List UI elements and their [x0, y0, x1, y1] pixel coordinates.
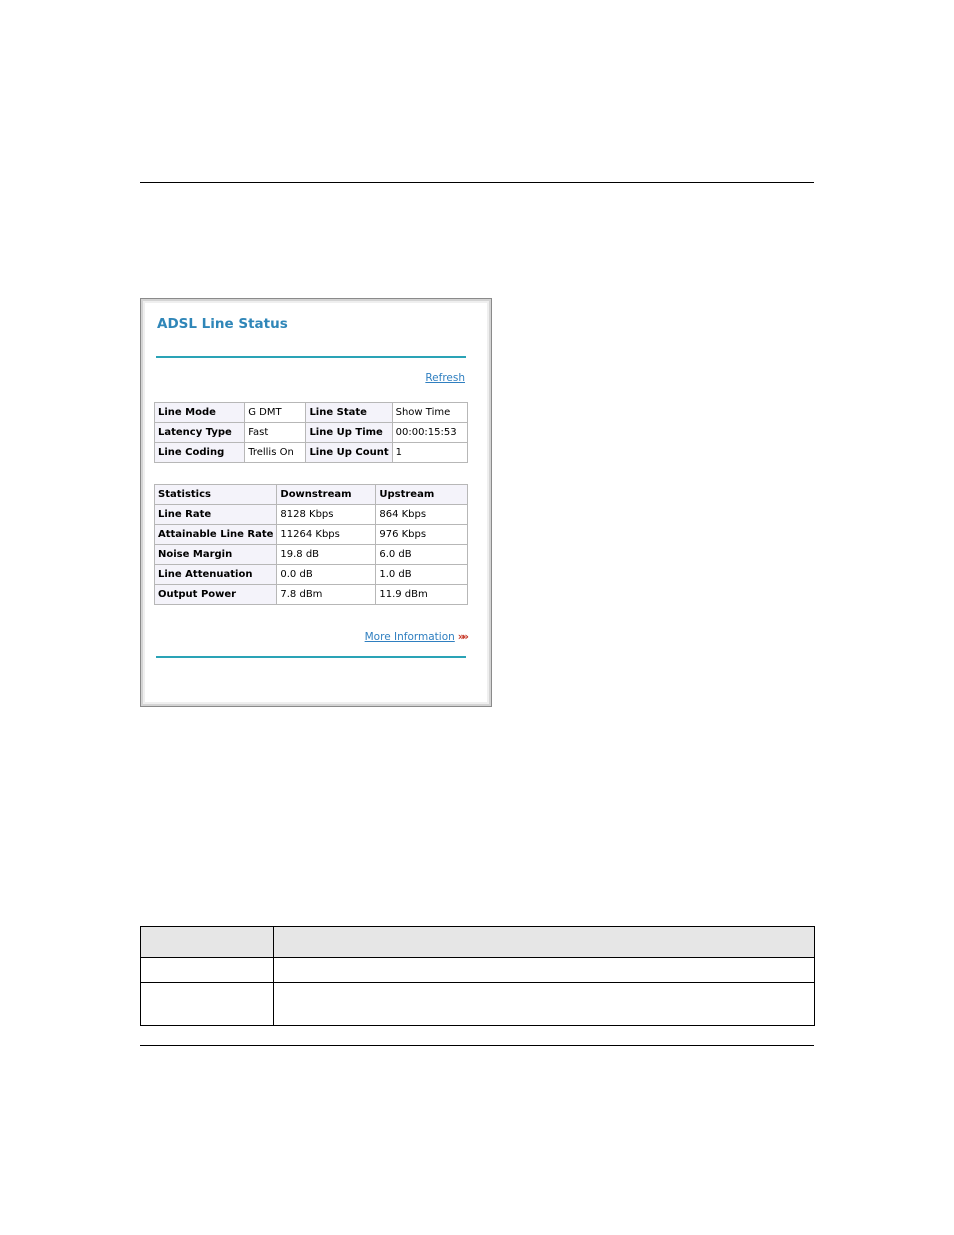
- output-power-down: 7.8 dBm: [277, 585, 376, 605]
- footer-rule: [140, 1045, 814, 1046]
- table-row: [155, 423, 468, 443]
- more-information-label: More Information: [364, 630, 455, 643]
- table-row: [155, 525, 468, 545]
- line-attenuation-up: 1.0 dB: [376, 565, 468, 585]
- table-row: [155, 565, 468, 585]
- line-attenuation-down: 0.0 dB: [277, 565, 376, 585]
- line-status-table: [154, 402, 468, 463]
- table-row: [155, 403, 468, 423]
- table-row: [155, 443, 468, 463]
- header-cell: [274, 927, 815, 958]
- panel-title: ADSL Line Status: [157, 316, 288, 332]
- table-row: [155, 585, 468, 605]
- line-state-value: Show Time: [392, 403, 467, 423]
- more-information-link[interactable]: [365, 630, 466, 643]
- line-up-time-value: 00:00:15:53: [392, 423, 467, 443]
- line-mode-value: G DMT: [245, 403, 306, 423]
- line-up-time-label: Line Up Time: [306, 423, 392, 443]
- attainable-rate-up: 976 Kbps: [376, 525, 468, 545]
- latency-type-value: Fast: [245, 423, 306, 443]
- line-up-count-label: Line Up Count: [306, 443, 392, 463]
- table-row: [141, 958, 815, 983]
- table-cell: [274, 958, 815, 983]
- noise-margin-label: Noise Margin: [155, 545, 277, 565]
- header-rule: [140, 182, 814, 183]
- table-row: [155, 505, 468, 525]
- attainable-rate-label: Attainable Line Rate: [155, 525, 277, 545]
- table-cell: [274, 983, 815, 1026]
- table-row: [141, 983, 815, 1026]
- refresh-link[interactable]: Refresh: [425, 372, 465, 384]
- attainable-rate-down: 11264 Kbps: [277, 525, 376, 545]
- adsl-status-screenshot: [140, 298, 492, 707]
- document-table: [140, 926, 815, 1026]
- statistics-table: [154, 484, 468, 605]
- table-row: [155, 545, 468, 565]
- line-state-label: Line State: [306, 403, 392, 423]
- line-rate-up: 864 Kbps: [376, 505, 468, 525]
- line-coding-value: Trellis On: [245, 443, 306, 463]
- statistics-header: Statistics: [155, 485, 277, 505]
- line-mode-label: Line Mode: [155, 403, 245, 423]
- line-coding-label: Line Coding: [155, 443, 245, 463]
- line-rate-down: 8128 Kbps: [277, 505, 376, 525]
- upstream-header: Upstream: [376, 485, 468, 505]
- table-cell: [141, 958, 274, 983]
- title-divider: [156, 356, 466, 358]
- output-power-label: Output Power: [155, 585, 277, 605]
- downstream-header: Downstream: [277, 485, 376, 505]
- header-cell: [141, 927, 274, 958]
- table-header-row: [141, 927, 815, 958]
- line-up-count-value: 1: [392, 443, 467, 463]
- line-rate-label: Line Rate: [155, 505, 277, 525]
- table-header-row: [155, 485, 468, 505]
- line-attenuation-label: Line Attenuation: [155, 565, 277, 585]
- noise-margin-up: 6.0 dB: [376, 545, 468, 565]
- footer-divider: [156, 656, 466, 658]
- noise-margin-down: 19.8 dB: [277, 545, 376, 565]
- double-chevron-right-icon: »»: [457, 630, 466, 643]
- latency-type-label: Latency Type: [155, 423, 245, 443]
- table-cell: [141, 983, 274, 1026]
- output-power-up: 11.9 dBm: [376, 585, 468, 605]
